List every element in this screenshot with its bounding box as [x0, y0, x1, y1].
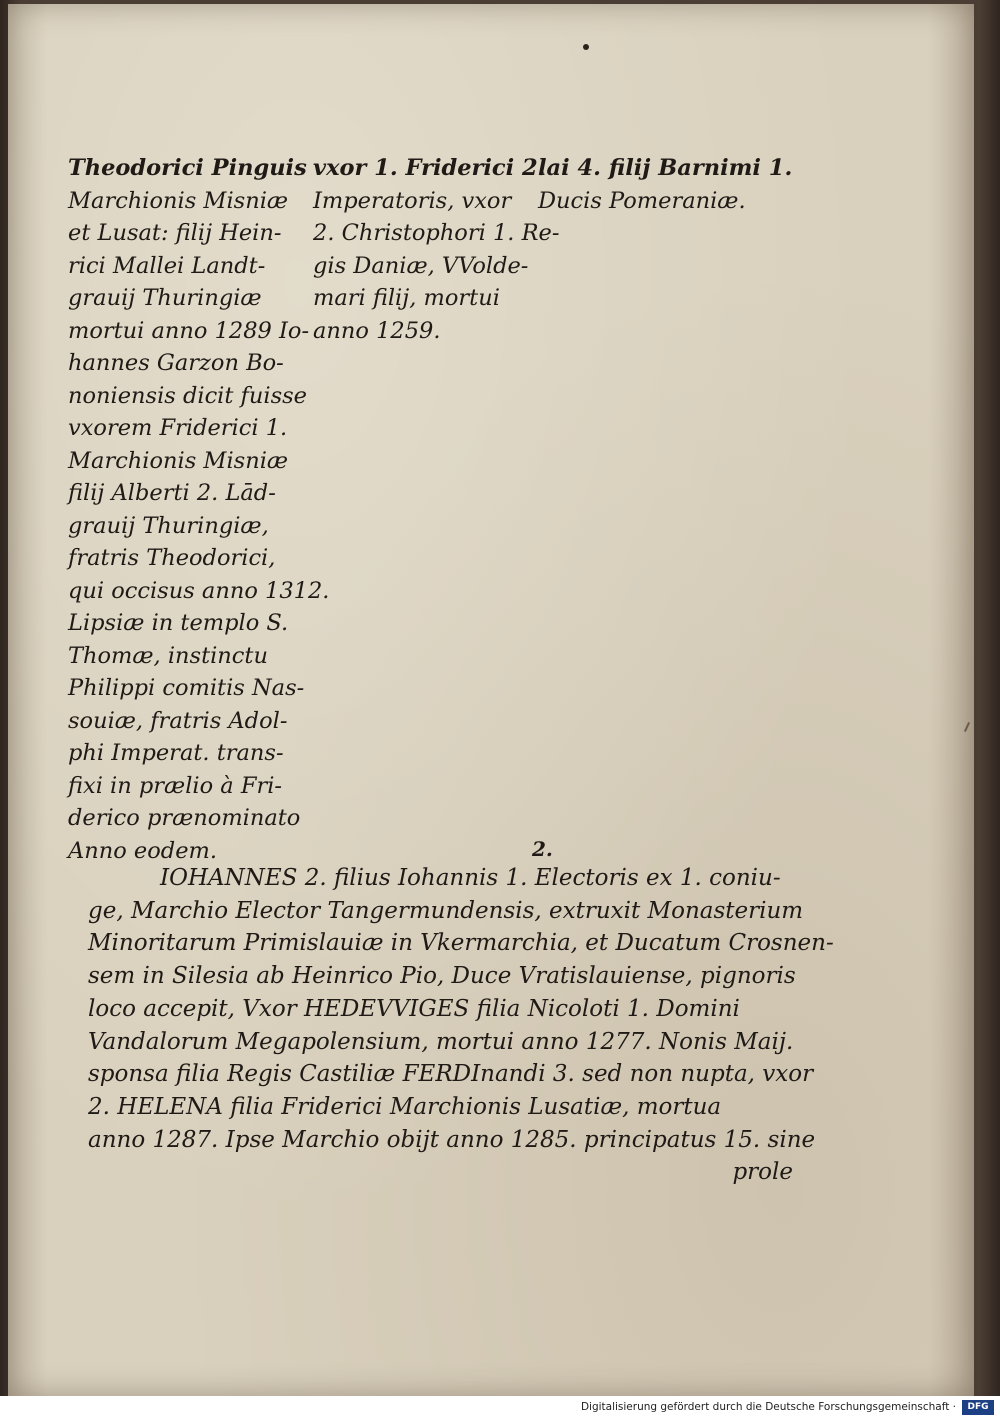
footer-bar: [0, 1396, 1000, 1420]
text-line: Vandalorum Megapolensium, mortui anno 1277. Nonis Maij.: [88, 1028, 794, 1055]
catchword: prole: [732, 1159, 793, 1186]
text-line: lai 4. filij Barnimi 1.: [538, 155, 793, 181]
body-paragraph: [88, 862, 834, 1189]
text-line: vxor 1. Friderici 2.: [313, 155, 546, 181]
text-line: Thomæ, instinctu: [68, 642, 268, 669]
text-line: sem in Silesia ab Heinrico Pio, Duce Vratislauiense, pignoris: [88, 963, 796, 990]
ink-dot: [583, 44, 589, 50]
text-line: mortui anno 1289 Io-: [68, 317, 310, 344]
text-line: Philippi comitis Nas-: [68, 675, 305, 701]
text-line: Imperatoris, vxor: [313, 187, 512, 214]
text-line: Minoritarum Primislauiæ in Vkermarchia, et Ducatum Crosnen-: [88, 930, 834, 957]
text-line: hannes Garzon Bo-: [68, 350, 284, 376]
text-line: 2. Christophori 1. Re-: [313, 220, 560, 246]
text-line: anno 1259.: [313, 317, 441, 344]
text-line: Marchionis Misniæ: [68, 187, 289, 214]
funding-credit: Digitalisierung gefördert durch die Deutsche Forschungsgemeinschaft ·: [580, 1401, 956, 1413]
text-line: Anno eodem.: [68, 837, 217, 864]
text-line: souiæ, fratris Adol-: [68, 707, 288, 734]
text-line: derico prænominato: [68, 805, 301, 831]
marginal-column-1: [68, 152, 330, 867]
text-line: Lipsiæ in templo S.: [68, 610, 289, 636]
text-line: Theodorici Pinguis: [68, 155, 307, 181]
text-line: Marchionis Misniæ: [68, 447, 289, 474]
text-line: fixi in prælio à Fri-: [68, 772, 283, 799]
text-line: phi Imperat. trans-: [68, 740, 284, 766]
text-line: ge, Marchio Elector Tangermundensis, extruxit Monasterium: [88, 897, 804, 924]
text-line: 2. HELENA filia Friderici Marchionis Lusatiæ, mortua: [88, 1093, 722, 1120]
section-number: 2.: [532, 837, 553, 861]
text-line: gis Daniæ, VVolde-: [313, 252, 529, 279]
text-line: fratris Theodorici,: [68, 545, 276, 571]
text-line: et Lusat: filij Hein-: [68, 220, 282, 246]
text-line: qui occisus anno 1312.: [68, 577, 330, 604]
marginal-column-2: [313, 152, 560, 347]
text-line: anno 1287. Ipse Marchio obijt anno 1285. principatus 15. sine: [88, 1126, 816, 1153]
text-line: grauij Thuringiæ,: [68, 512, 269, 539]
text-line: grauij Thuringiæ: [68, 285, 262, 311]
text-line: mari filij, mortui: [313, 285, 500, 311]
text-line: rici Mallei Landt-: [68, 252, 266, 279]
book-page: [8, 4, 974, 1396]
text-line: filij Alberti 2. Lād-: [68, 480, 276, 506]
text-line: noniensis dicit fuisse: [68, 382, 307, 409]
text-line: Ducis Pomeraniæ.: [538, 187, 746, 214]
marginal-column-3: [538, 152, 793, 217]
text-line: vxorem Friderici 1.: [68, 415, 288, 441]
dfg-logo: DFG: [962, 1400, 994, 1415]
text-line: loco accepit, Vxor HEDEVVIGES filia Nicoloti 1. Domini: [88, 995, 740, 1022]
text-line: sponsa filia Regis Castiliæ FERDInandi 3. sed non nupta, vxor: [88, 1061, 814, 1088]
paper-mark: [964, 722, 970, 732]
text-line: IOHANNES 2. filius Iohannis 1. Electoris ex 1. coniu-: [160, 865, 781, 891]
